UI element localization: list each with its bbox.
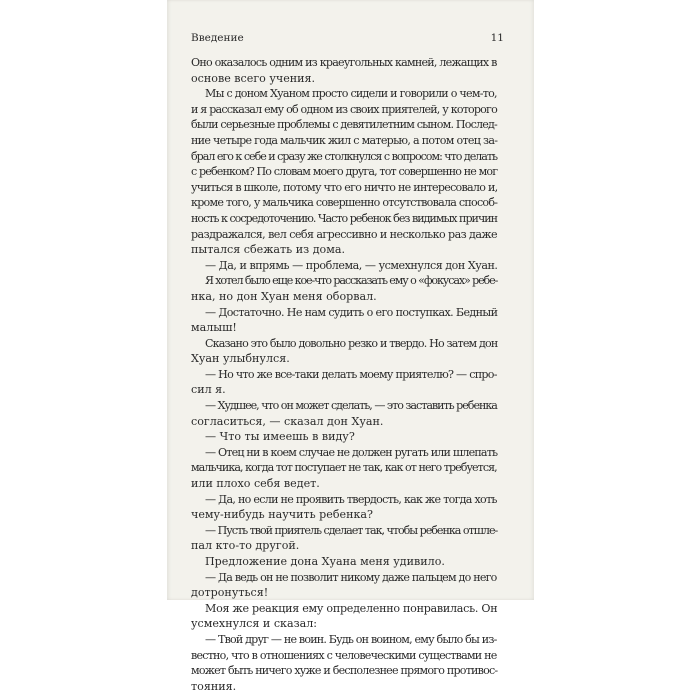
text-line: мальчика, когда тот поступает не так, как от него требуется, [191, 461, 497, 475]
text-line: усмехнулся и сказал: [191, 617, 318, 631]
text-line: основе всего учения. [191, 71, 316, 85]
text-line: кроме того, у мальчика совершенно отсутствовала способ- [191, 196, 498, 210]
text-line: пал кто-то другой. [191, 539, 300, 553]
text-line: были серьезные проблемы с девятилетним сыном. Послед- [191, 118, 497, 132]
text-line: ние четыре года мальчик жил с матерью, а потом отец за- [191, 133, 498, 147]
text-line: — Да, но если не проявить твердость, как же тогда хоть [205, 492, 497, 506]
text-line: с ребенком? По словам моего друга, тот совершенно не мог [191, 165, 498, 179]
text-line: — Достаточно. Не нам судить о его поступках. Бедный [205, 305, 498, 319]
text-line: ность к сосредоточению. Часто ребенок без видимых причин [191, 211, 498, 225]
text-line: — Твой друг — не воин. Будь он воином, ему было бы из- [205, 632, 497, 646]
text-line: сил я. [191, 383, 226, 397]
text-line: раздражался, вел себя агрессивно и несколько раз даже [191, 227, 498, 241]
text-line: согласиться, — сказал дон Хуан. [191, 414, 384, 428]
text-line: — Пусть твой приятель сделает так, чтобы ребенка отшле- [205, 523, 498, 537]
text-line: Оно оказалось одним из краеугольных камней, лежащих в [191, 56, 497, 69]
body-text [191, 55, 497, 694]
text-line: — Что ты имеешь в виду? [205, 430, 355, 444]
text-line: может быть ничего хуже и бесполезнее прямого противос- [191, 664, 498, 678]
page-number: 11 [490, 32, 504, 44]
text-line: Сказано это было довольно резко и твердо. Но затем дон [205, 336, 498, 350]
text-line: — Отец ни в коем случае не должен ругать или шлепать [205, 445, 498, 459]
text-line: малыш! [191, 321, 237, 335]
section-title: Введение [191, 32, 244, 44]
text-line: или плохо себя ведет. [191, 477, 320, 491]
text-line: нка, но дон Хуан меня оборвал. [191, 289, 377, 303]
text-line: Моя же реакция ему определенно понравилась. Он [205, 601, 498, 615]
text-line: учиться в школе, потому что его ничто не интересовало и, [191, 180, 498, 194]
text-line: — Да ведь он не позволит никому даже пальцем до него [205, 570, 497, 584]
text-line: чему-нибудь научить ребенка? [191, 508, 373, 522]
text-line: Предложение дона Хуана меня удивило. [205, 555, 445, 568]
running-head [191, 32, 504, 48]
text-line: — Да, и впрямь — проблема, — усмехнулся дон Хуан. [205, 258, 498, 272]
text-line: — Худшее, что он может сделать, — это заставить ребенка [205, 399, 497, 413]
text-line: вестно, что в отношениях с человеческими существами не [191, 648, 497, 662]
text-line: Мы с доном Хуаном просто сидели и говорили о чем-то, [205, 87, 497, 101]
text-line: и я рассказал ему об одном из своих приятелей, у которого [191, 102, 497, 116]
text-line: дотронуться! [191, 586, 269, 600]
text-line: Хуан улыбнулся. [191, 352, 290, 366]
text-line: — Но что же все-таки делать моему приятелю? — спро- [205, 367, 497, 381]
text-line: Я хотел было еще кое-что рассказать ему о «фокусах» ребе- [205, 274, 498, 288]
text-line: брал его к себе и сразу же столкнулся с вопросом: что делать [191, 149, 498, 163]
text-line: тояния. [191, 679, 237, 693]
book-page [167, 0, 534, 693]
text-line: пытался сбежать из дома. [191, 243, 345, 257]
